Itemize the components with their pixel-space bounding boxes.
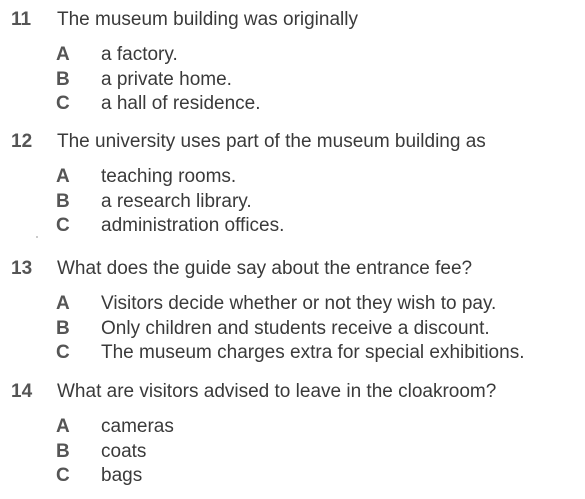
option-a [0, 415, 585, 440]
option-text: Visitors decide whether or not they wish to pay. [101, 293, 497, 314]
option-letter: B [56, 68, 70, 90]
option-c [0, 464, 585, 489]
option-list [0, 415, 585, 489]
option-text: teaching rooms. [101, 166, 237, 187]
option-list [0, 292, 585, 366]
option-list [0, 43, 585, 117]
option-letter: B [56, 190, 70, 212]
option-text: bags [101, 465, 143, 486]
option-list [0, 165, 585, 239]
option-c [0, 341, 585, 366]
question-text: The museum building was originally [57, 9, 358, 30]
option-text: cameras [101, 416, 174, 437]
question-number: 14 [11, 381, 33, 402]
option-letter: A [56, 416, 70, 437]
question-number: 11 [11, 9, 32, 30]
question-text: What are visitors advised to leave in the cloakroom? [57, 381, 497, 402]
option-letter: A [56, 293, 70, 314]
question-number: 13 [11, 258, 33, 279]
option-b [0, 317, 585, 342]
option-b [0, 440, 585, 465]
option-letter: B [56, 440, 70, 462]
question-number: 12 [11, 131, 33, 152]
option-letter: C [56, 93, 70, 114]
scan-speck [36, 236, 38, 238]
option-text: coats [101, 440, 147, 462]
option-a [0, 165, 585, 190]
option-b [0, 68, 585, 93]
option-a [0, 43, 585, 68]
question-text: The university uses part of the museum building as [57, 131, 486, 152]
option-b [0, 190, 585, 215]
option-a [0, 292, 585, 317]
question-text: What does the guide say about the entrance fee? [57, 258, 473, 279]
option-text: Only children and students receive a discount. [101, 317, 490, 339]
option-text: a hall of residence. [101, 93, 261, 114]
option-letter: B [56, 317, 70, 339]
option-c [0, 92, 585, 117]
option-text: The museum charges extra for special exhibitions. [101, 342, 525, 363]
option-letter: C [56, 465, 70, 486]
option-text: a factory. [101, 44, 178, 65]
option-letter: A [56, 166, 70, 187]
option-text: administration offices. [101, 215, 285, 236]
option-letter: C [56, 215, 70, 236]
option-text: a private home. [101, 68, 232, 90]
option-letter: A [56, 44, 70, 65]
option-c [0, 214, 585, 239]
option-text: a research library. [101, 190, 252, 212]
option-letter: C [56, 342, 70, 363]
